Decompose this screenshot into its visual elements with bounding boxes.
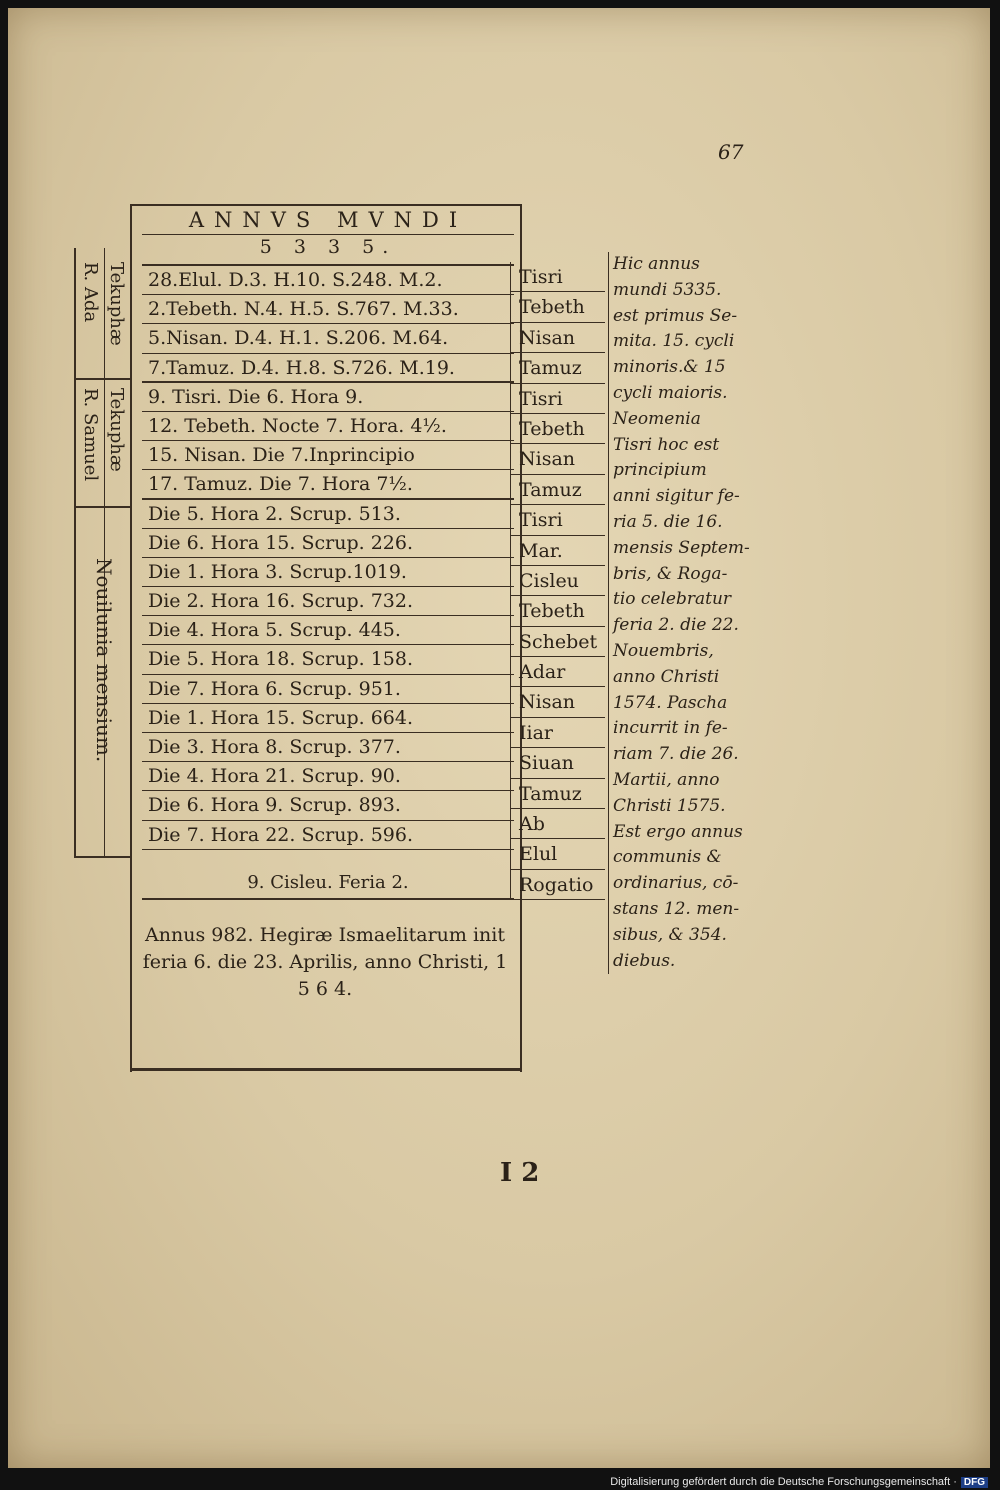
side-labels bbox=[74, 248, 132, 858]
table-row: 17. Tamuz. Die 7. Hora 7½. bbox=[142, 470, 514, 499]
commentary-line: est primus Se- bbox=[613, 305, 738, 326]
side-divider-vertical bbox=[104, 248, 105, 858]
commentary-line: Nouembris, bbox=[613, 640, 714, 661]
table-year: 5 3 3 5. bbox=[142, 236, 514, 266]
month-item: Nisan bbox=[511, 323, 605, 353]
table-row: 9. Tisri. Die 6. Hora 9. bbox=[142, 383, 514, 412]
commentary-line: Neomenia bbox=[613, 408, 701, 429]
commentary-line: sibus, & 354. bbox=[613, 924, 727, 945]
commentary-line: mita. 15. cycli bbox=[613, 331, 735, 352]
month-item: Iiar bbox=[511, 718, 605, 748]
table-row: Die 1. Hora 15. Scrup. 664. bbox=[142, 704, 514, 733]
table-rows bbox=[142, 266, 514, 850]
side-divider bbox=[76, 378, 132, 380]
commentary-text bbox=[608, 252, 754, 974]
month-item: Tamuz bbox=[511, 779, 605, 809]
tekupha-ada-heading: Tekuphæ bbox=[106, 262, 127, 346]
table-row: Die 5. Hora 18. Scrup. 158. bbox=[142, 645, 514, 674]
commentary-line: riam 7. die 26. bbox=[613, 744, 739, 765]
signature-mark: I 2 bbox=[500, 1158, 540, 1188]
commentary-line: minoris.& 15 bbox=[613, 357, 726, 378]
table-row: Die 4. Hora 5. Scrup. 445. bbox=[142, 616, 514, 645]
table-bottom-rule bbox=[130, 1068, 520, 1071]
table-row: 7.Tamuz. D.4. H.8. S.726. M.19. bbox=[142, 354, 514, 383]
annus-mundi-table bbox=[130, 204, 522, 1072]
month-item: Ab bbox=[511, 809, 605, 839]
commentary-line: Tisri hoc est bbox=[613, 434, 720, 455]
month-item: Adar bbox=[511, 657, 605, 687]
commentary-line: 1574. Pascha bbox=[613, 692, 728, 713]
table-row: Die 3. Hora 8. Scrup. 377. bbox=[142, 733, 514, 762]
ada-label: R. Ada bbox=[80, 262, 101, 323]
dfg-logo: DFG bbox=[961, 1477, 988, 1488]
side-divider bbox=[76, 506, 132, 508]
page-number: 67 bbox=[718, 140, 744, 164]
commentary-line: anno Christi bbox=[613, 666, 720, 687]
month-item: Cisleu bbox=[511, 566, 605, 596]
digitization-credit bbox=[610, 1476, 988, 1488]
commentary-line: mensis Septem- bbox=[613, 537, 750, 558]
month-item: Mar. bbox=[511, 536, 605, 566]
cisleu-row: 9. Cisleu. Feria 2. bbox=[142, 868, 514, 900]
table-row: Die 6. Hora 15. Scrup. 226. bbox=[142, 529, 514, 558]
commentary-line: principium bbox=[613, 460, 707, 481]
table-row: Die 7. Hora 6. Scrup. 951. bbox=[142, 675, 514, 704]
commentary-line: stans 12. men- bbox=[613, 898, 740, 919]
commentary-line: ria 5. die 16. bbox=[613, 511, 723, 532]
book-page bbox=[8, 8, 990, 1468]
month-column bbox=[510, 262, 605, 900]
table-row: Die 2. Hora 16. Scrup. 732. bbox=[142, 587, 514, 616]
side-bottom-rule bbox=[74, 856, 130, 858]
commentary-line: cycli maioris. bbox=[613, 382, 728, 403]
month-item: Nisan bbox=[511, 687, 605, 717]
month-item: Schebet bbox=[511, 627, 605, 657]
commentary-line: tio celebratur bbox=[613, 589, 732, 610]
commentary-line: diebus. bbox=[613, 950, 676, 971]
commentary-line: Est ergo annus bbox=[613, 821, 743, 842]
commentary-line: Christi 1575. bbox=[613, 795, 726, 816]
novilunia-label: Nouilunia mensium. bbox=[92, 558, 116, 763]
credit-text: Digitalisierung gefördert durch die Deutsche Forschungsgemeinschaft · bbox=[610, 1476, 957, 1488]
table-row: Die 6. Hora 9. Scrup. 893. bbox=[142, 791, 514, 820]
table-row: 2.Tebeth. N.4. H.5. S.767. M.33. bbox=[142, 295, 514, 324]
table-row: Die 5. Hora 2. Scrup. 513. bbox=[142, 500, 514, 529]
table-title: ANNVS MVNDI bbox=[142, 208, 514, 235]
month-item: Tisri bbox=[511, 384, 605, 414]
samuel-label: R. Samuel bbox=[80, 388, 101, 482]
month-item: Tebeth bbox=[511, 414, 605, 444]
table-row: Die 7. Hora 22. Scrup. 596. bbox=[142, 821, 514, 850]
month-item: Elul bbox=[511, 839, 605, 869]
table-row: Die 4. Hora 21. Scrup. 90. bbox=[142, 762, 514, 791]
month-item: Rogatio bbox=[511, 870, 605, 900]
month-item: Tisri bbox=[511, 505, 605, 535]
commentary-line: communis & bbox=[613, 847, 722, 868]
month-item: Nisan bbox=[511, 444, 605, 474]
commentary-line: incurrit in fe- bbox=[613, 718, 728, 739]
commentary-line: ordinarius, cō- bbox=[613, 873, 739, 894]
table-row: Die 1. Hora 3. Scrup.1019. bbox=[142, 558, 514, 587]
month-item: Tebeth bbox=[511, 292, 605, 322]
table-row: 28.Elul. D.3. H.10. S.248. M.2. bbox=[142, 266, 514, 295]
month-item: Siuan bbox=[511, 748, 605, 778]
commentary-line: feria 2. die 22. bbox=[613, 615, 739, 636]
commentary-line: anni sigitur fe- bbox=[613, 486, 740, 507]
table-row: 12. Tebeth. Nocte 7. Hora. 4½. bbox=[142, 412, 514, 441]
commentary-line: Hic annus bbox=[613, 254, 700, 274]
month-item: Tamuz bbox=[511, 353, 605, 383]
commentary-line: mundi 5335. bbox=[613, 279, 722, 300]
month-item: Tisri bbox=[511, 262, 605, 292]
table-row: 5.Nisan. D.4. H.1. S.206. M.64. bbox=[142, 324, 514, 353]
commentary-line: bris, & Roga- bbox=[613, 563, 728, 584]
commentary-line: Martii, anno bbox=[613, 769, 720, 790]
table-row: 15. Nisan. Die 7.Inprincipio bbox=[142, 441, 514, 470]
tekupha-samuel-heading: Tekuphæ bbox=[106, 388, 127, 472]
month-item: Tebeth bbox=[511, 596, 605, 626]
month-item: Tamuz bbox=[511, 475, 605, 505]
hegira-note: Annus 982. Hegiræ Ismaelitarum init feria 6. die 23. Aprilis, anno Christi, 1 5 6 4. bbox=[142, 924, 508, 1000]
